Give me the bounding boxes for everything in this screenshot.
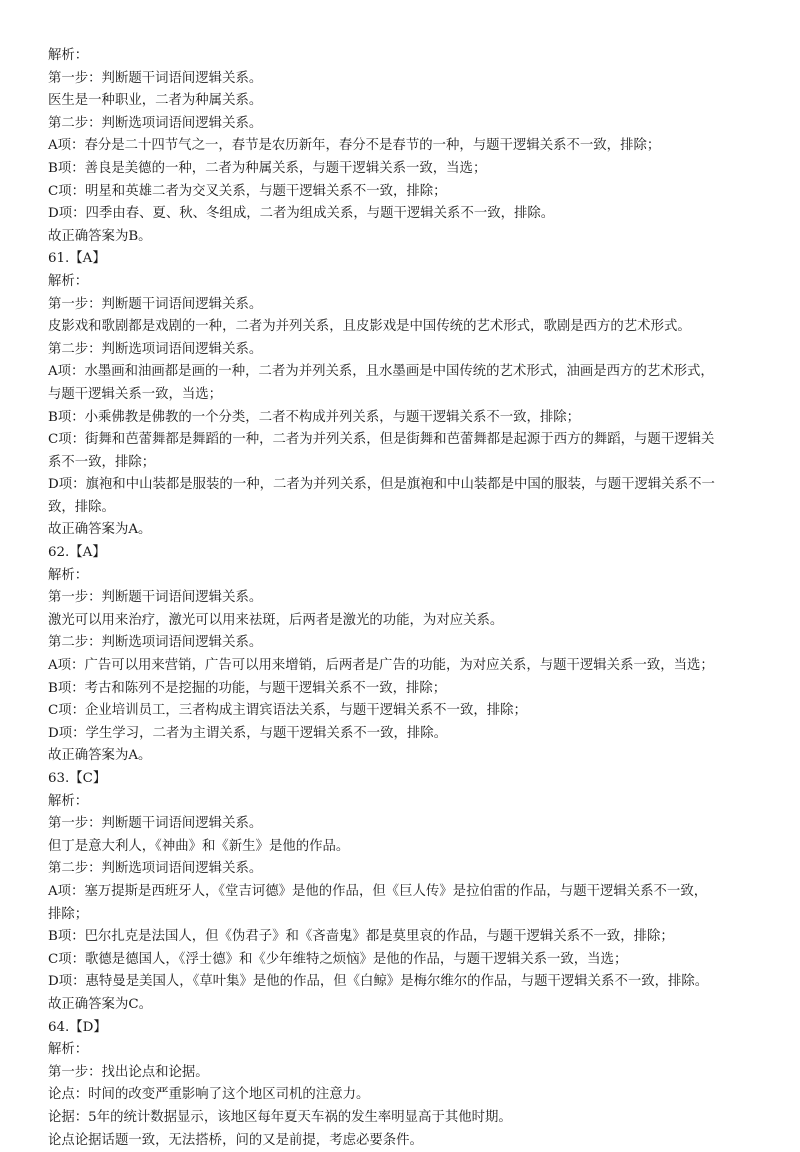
text-line: B项：善良是美德的一种，二者为种属关系，与题干逻辑关系一致，当选；	[48, 158, 760, 181]
text-line: C项：歌德是德国人，《浮士德》和《少年维特之烦恼》是他的作品，与题干逻辑关系一致，当选；	[48, 949, 760, 972]
text-line: 第一步：判断题干词语间逻辑关系。	[48, 68, 760, 91]
text-line: B项：考古和陈列不是挖掘的功能，与题干逻辑关系不一致，排除；	[48, 678, 760, 701]
text-line: C项：企业培训员工，三者构成主谓宾语法关系，与题干逻辑关系不一致，排除；	[48, 700, 760, 723]
text-line: 第一步：判断题干词语间逻辑关系。	[48, 587, 760, 610]
text-line: 62.【A】	[48, 542, 760, 565]
text-line: 故正确答案为C。	[48, 994, 760, 1017]
text-line: 故正确答案为B。	[48, 226, 760, 249]
text-line: 论据：5年的统计数据显示，该地区每年夏天车祸的发生率明显高于其他时期。	[48, 1107, 760, 1130]
text-line: 激光可以用来治疗，激光可以用来祛斑，后两者是激光的功能，为对应关系。	[48, 610, 760, 633]
text-line: D项：四季由春、夏、秋、冬组成，二者为组成关系，与题干逻辑关系不一致，排除。	[48, 203, 760, 226]
text-line: B项：巴尔扎克是法国人，但《伪君子》和《吝啬鬼》都是莫里哀的作品，与题干逻辑关系不一致，排除；	[48, 926, 760, 949]
text-line: 与题干逻辑关系一致，当选；	[48, 384, 760, 407]
text-line: 系不一致，排除；	[48, 452, 760, 475]
text-line: 但丁是意大利人，《神曲》和《新生》是他的作品。	[48, 836, 760, 859]
text-line: 论点：时间的改变严重影响了这个地区司机的注意力。	[48, 1084, 760, 1107]
text-line: 皮影戏和歌剧都是戏剧的一种，二者为并列关系，且皮影戏是中国传统的艺术形式，歌剧是西方的艺术形式。	[48, 316, 760, 339]
text-line: 63.【C】	[48, 768, 760, 791]
text-line: 解析：	[48, 565, 760, 588]
text-line: 61.【A】	[48, 248, 760, 271]
text-line: 第一步：判断题干词语间逻辑关系。	[48, 813, 760, 836]
text-line: A项：春分是二十四节气之一，春节是农历新年，春分不是春节的一种，与题干逻辑关系不一致，排除；	[48, 135, 760, 158]
text-line: 64.【D】	[48, 1017, 760, 1040]
text-line: A项：水墨画和油画都是画的一种，二者为并列关系，且水墨画是中国传统的艺术形式，油画是西方的艺术形式，	[48, 361, 760, 384]
text-line: D项：旗袍和中山装都是服装的一种，二者为并列关系，但是旗袍和中山装都是中国的服装，与题干逻辑关系不一	[48, 474, 760, 497]
text-line: D项：学生学习，二者为主谓关系，与题干逻辑关系不一致，排除。	[48, 723, 760, 746]
text-line: 第一步：找出论点和论据。	[48, 1062, 760, 1085]
text-line: C项：街舞和芭蕾舞都是舞蹈的一种，二者为并列关系，但是街舞和芭蕾舞都是起源于西方的舞蹈，与题干逻辑关	[48, 429, 760, 452]
text-line: 解析：	[48, 791, 760, 814]
text-line: 解析：	[48, 1039, 760, 1062]
text-line: C项：明星和英雄二者为交叉关系，与题干逻辑关系不一致，排除；	[48, 181, 760, 204]
text-line: 致，排除。	[48, 497, 760, 520]
text-line: 解析：	[48, 271, 760, 294]
text-line: 解析：	[48, 45, 760, 68]
text-line: 排除；	[48, 904, 760, 927]
text-line: A项：广告可以用来营销，广告可以用来增销，后两者是广告的功能，为对应关系，与题干逻辑关系一致，当选；	[48, 655, 760, 678]
text-line: 第二步：判断选项词语间逻辑关系。	[48, 113, 760, 136]
text-line: 故正确答案为A。	[48, 519, 760, 542]
text-line: 第二步：判断选项词语间逻辑关系。	[48, 339, 760, 362]
text-line: 第二步：判断选项词语间逻辑关系。	[48, 858, 760, 881]
text-line: 第二步：判断选项词语间逻辑关系。	[48, 632, 760, 655]
text-line: 医生是一种职业，二者为种属关系。	[48, 90, 760, 113]
text-line: 第一步：判断题干词语间逻辑关系。	[48, 294, 760, 317]
text-line: A项：塞万提斯是西班牙人，《堂吉诃德》是他的作品，但《巨人传》是拉伯雷的作品，与题干逻辑关系不一致，	[48, 881, 760, 904]
text-line: 论点论据话题一致，无法搭桥，问的又是前提，考虑必要条件。	[48, 1130, 760, 1152]
text-line: 故正确答案为A。	[48, 745, 760, 768]
text-line: B项：小乘佛教是佛教的一个分类，二者不构成并列关系，与题干逻辑关系不一致，排除；	[48, 407, 760, 430]
text-line: D项：惠特曼是美国人，《草叶集》是他的作品，但《白鲸》是梅尔维尔的作品，与题干逻辑关系不一致，排除。	[48, 971, 760, 994]
